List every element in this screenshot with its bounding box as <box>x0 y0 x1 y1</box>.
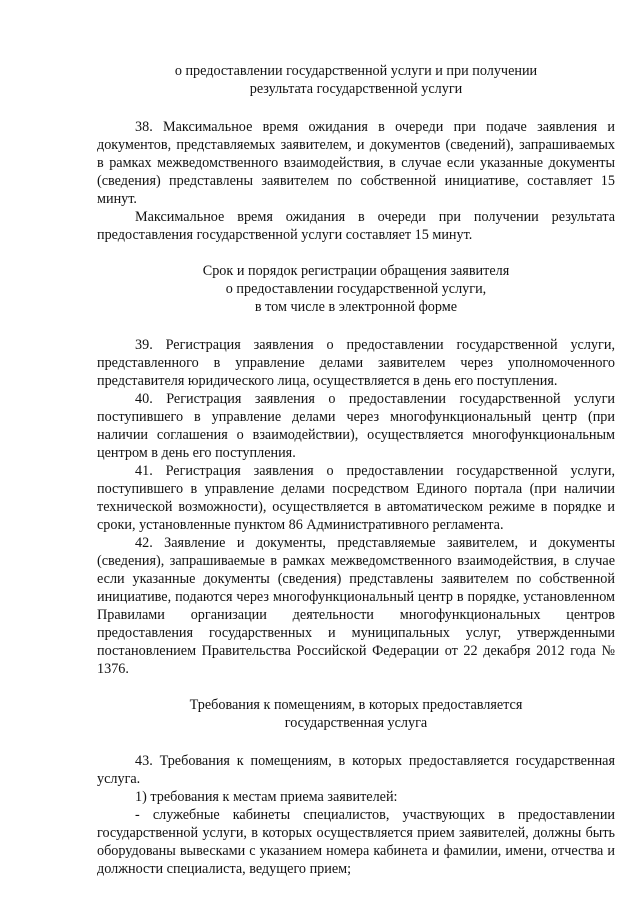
paragraph-38: 38. Максимальное время ожидания в очереди при подаче заявления и документов, представляемых заявителем, и документов (сведений), запрашиваемых в рамках межведомственного взаимодействия, в случае если указанные документы (сведения) представлены заявителем по собственной инициативе, составляет 15 минут. <box>97 119 615 207</box>
paragraph-40: 40. Регистрация заявления о предоставлении государственной услуги поступившего в управление делами через многофункциональный центр (при наличии соглашения о взаимодействии), осуществляется многофункциональным центром в день его поступления. <box>97 391 615 461</box>
paragraph-43-1-a: - служебные кабинеты специалистов, участвующих в предоставлении государственной услуги, в которых осуществляется прием заявителей, должны быть оборудованы вывесками с указанием номера кабинета и фамилии, имени, отчества и должности специалиста, ведущего прием; <box>97 807 615 877</box>
section-heading-service-receipt <box>97 62 615 98</box>
paragraph-43: 43. Требования к помещениям, в которых предоставляется государственная услуга. <box>97 753 615 787</box>
paragraph-41: 41. Регистрация заявления о предоставлении государственной услуги, поступившего в управление делами посредством Единого портала (при наличии технической возможности), осуществляется в автоматическом режиме в порядке и сроки, установленные пунктом 86 Административного регламента. <box>97 463 615 533</box>
paragraph-42: 42. Заявление и документы, представляемые заявителем, и документы (сведения), запрашиваемые в рамках межведомственного взаимодействия, в случае если указанные документы (сведения) представлены заявителем по собственной инициативе, подаются через многофункциональный центр в порядке, установленном Правилами организации деятельности многофункциональных центров предоставления государственных и муниципальных услуг, утвержденными постановлением Правительства Российской Федерации от 22 декабря 2012 года № 1376. <box>97 535 615 677</box>
section-heading-registration <box>97 262 615 316</box>
paragraph-39: 39. Регистрация заявления о предоставлении государственной услуги, представленного в управление делами заявителем через уполномоченного представителя юридического лица, осуществляется в день его поступления. <box>97 337 615 389</box>
heading-line: в том числе в электронной форме <box>254 299 458 315</box>
document-page <box>97 62 615 878</box>
heading-line: о предоставлении государственной услуги и при получении <box>174 63 538 79</box>
heading-line: Требования к помещениям, в которых предоставляется <box>189 697 523 713</box>
heading-line: государственная услуга <box>284 715 428 731</box>
paragraph-38-continued: Максимальное время ожидания в очереди при получении результата предоставления государственной услуги составляет 15 минут. <box>97 209 615 243</box>
section-heading-premises <box>97 696 615 732</box>
heading-line: Срок и порядок регистрации обращения заявителя <box>202 263 510 279</box>
paragraph-43-1: 1) требования к местам приема заявителей: <box>135 789 398 805</box>
heading-line: результата государственной услуги <box>249 81 463 97</box>
heading-line: о предоставлении государственной услуги, <box>225 281 487 297</box>
